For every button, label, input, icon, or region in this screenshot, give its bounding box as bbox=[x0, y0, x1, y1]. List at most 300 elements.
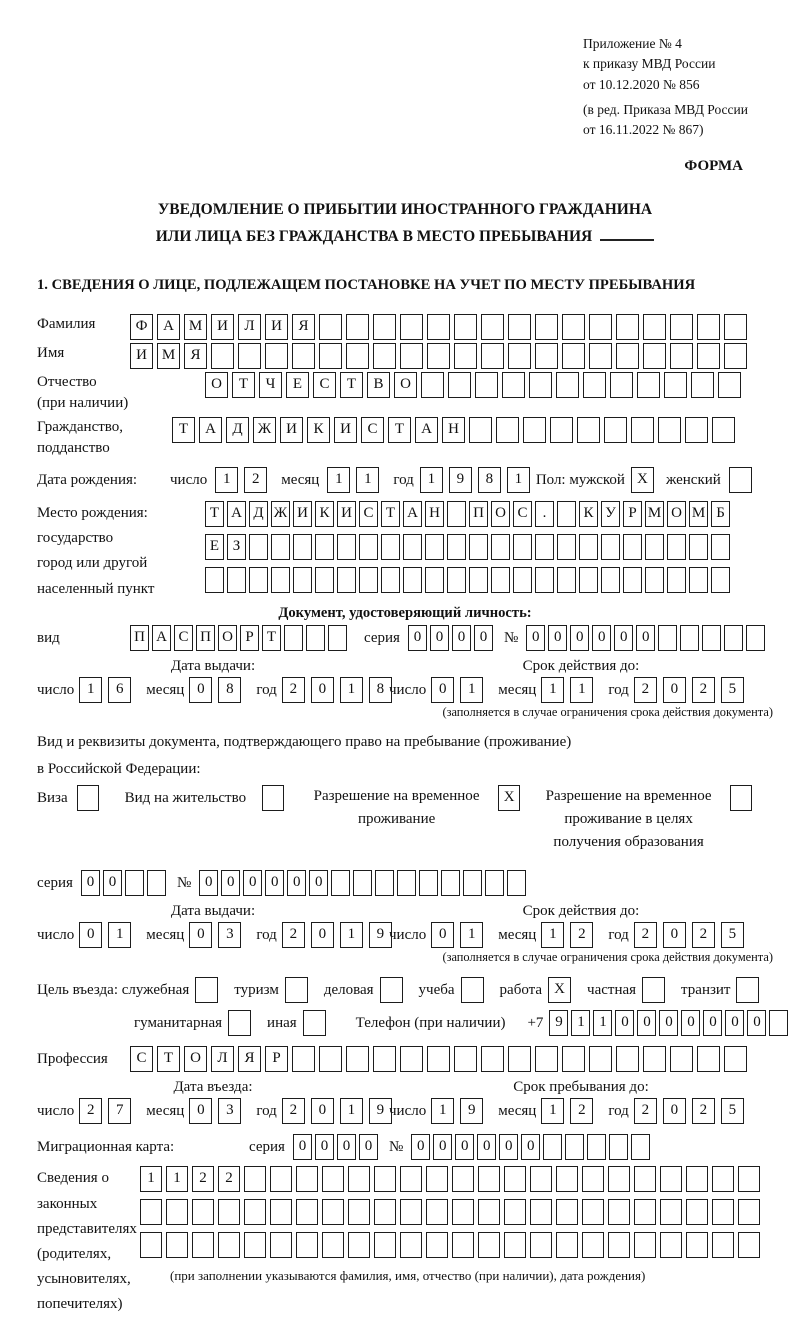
char-box[interactable] bbox=[447, 567, 466, 593]
char-box[interactable] bbox=[448, 372, 471, 398]
char-box[interactable] bbox=[359, 534, 378, 560]
char-box[interactable]: Р bbox=[240, 625, 259, 651]
char-box[interactable] bbox=[667, 534, 686, 560]
char-box[interactable] bbox=[583, 372, 606, 398]
char-box[interactable] bbox=[481, 1046, 504, 1072]
char-box[interactable] bbox=[589, 314, 612, 340]
char-box[interactable]: 0 bbox=[287, 870, 306, 896]
char-box[interactable] bbox=[691, 372, 714, 398]
char-box[interactable]: 0 bbox=[521, 1134, 540, 1160]
char-box[interactable] bbox=[724, 343, 747, 369]
char-box[interactable] bbox=[147, 870, 166, 896]
char-box[interactable]: Б bbox=[711, 501, 730, 527]
char-box[interactable]: 2 bbox=[692, 1098, 715, 1124]
char-box[interactable]: Е bbox=[286, 372, 309, 398]
char-box[interactable]: М bbox=[184, 314, 207, 340]
char-box[interactable] bbox=[292, 1046, 315, 1072]
char-box[interactable] bbox=[616, 1046, 639, 1072]
char-box[interactable] bbox=[293, 567, 312, 593]
char-box[interactable]: 8 bbox=[369, 677, 392, 703]
char-box[interactable] bbox=[686, 1232, 708, 1258]
char-box[interactable] bbox=[601, 567, 620, 593]
char-box[interactable]: 1 bbox=[507, 467, 530, 493]
char-box[interactable]: 0 bbox=[570, 625, 589, 651]
char-box[interactable] bbox=[192, 1232, 214, 1258]
char-box[interactable] bbox=[508, 343, 531, 369]
char-box[interactable] bbox=[608, 1199, 630, 1225]
char-box[interactable] bbox=[686, 1199, 708, 1225]
char-box[interactable] bbox=[643, 343, 666, 369]
char-box[interactable]: 2 bbox=[570, 922, 593, 948]
char-box[interactable] bbox=[381, 534, 400, 560]
char-box[interactable]: М bbox=[157, 343, 180, 369]
char-box[interactable] bbox=[686, 1166, 708, 1192]
char-box[interactable] bbox=[513, 567, 532, 593]
char-box[interactable] bbox=[375, 870, 394, 896]
char-box[interactable]: Р bbox=[623, 501, 642, 527]
char-box[interactable]: 0 bbox=[615, 1010, 634, 1036]
char-box[interactable]: 0 bbox=[79, 922, 102, 948]
char-box[interactable]: X bbox=[548, 977, 571, 1003]
char-box[interactable] bbox=[645, 534, 664, 560]
char-box[interactable]: С bbox=[130, 1046, 153, 1072]
char-box[interactable] bbox=[680, 625, 699, 651]
char-box[interactable] bbox=[579, 534, 598, 560]
char-box[interactable]: 1 bbox=[79, 677, 102, 703]
char-box[interactable]: 2 bbox=[79, 1098, 102, 1124]
char-box[interactable] bbox=[667, 567, 686, 593]
char-box[interactable]: А bbox=[157, 314, 180, 340]
char-box[interactable] bbox=[670, 314, 693, 340]
char-box[interactable] bbox=[400, 343, 423, 369]
char-box[interactable] bbox=[529, 372, 552, 398]
char-box[interactable] bbox=[504, 1166, 526, 1192]
char-box[interactable]: 0 bbox=[293, 1134, 312, 1160]
char-box[interactable] bbox=[697, 1046, 720, 1072]
char-box[interactable] bbox=[292, 343, 315, 369]
char-box[interactable] bbox=[425, 567, 444, 593]
char-box[interactable] bbox=[346, 343, 369, 369]
char-box[interactable] bbox=[623, 534, 642, 560]
char-box[interactable] bbox=[685, 417, 708, 443]
char-box[interactable] bbox=[346, 1046, 369, 1072]
char-box[interactable]: 1 bbox=[166, 1166, 188, 1192]
char-box[interactable] bbox=[604, 417, 627, 443]
char-box[interactable]: 0 bbox=[499, 1134, 518, 1160]
char-box[interactable]: 0 bbox=[725, 1010, 744, 1036]
char-box[interactable] bbox=[556, 1232, 578, 1258]
char-box[interactable] bbox=[481, 343, 504, 369]
char-box[interactable]: Н bbox=[442, 417, 465, 443]
char-box[interactable] bbox=[195, 977, 218, 1003]
char-box[interactable] bbox=[228, 1010, 251, 1036]
char-box[interactable] bbox=[609, 1134, 628, 1160]
char-box[interactable] bbox=[658, 625, 677, 651]
char-box[interactable] bbox=[475, 372, 498, 398]
char-box[interactable]: И bbox=[211, 314, 234, 340]
char-box[interactable]: 1 bbox=[420, 467, 443, 493]
char-box[interactable] bbox=[769, 1010, 788, 1036]
char-box[interactable] bbox=[238, 343, 261, 369]
char-box[interactable]: 9 bbox=[369, 922, 392, 948]
char-box[interactable] bbox=[589, 1046, 612, 1072]
char-box[interactable] bbox=[634, 1232, 656, 1258]
char-box[interactable]: 0 bbox=[663, 1098, 686, 1124]
char-box[interactable] bbox=[577, 417, 600, 443]
char-box[interactable]: 0 bbox=[431, 922, 454, 948]
char-box[interactable] bbox=[530, 1166, 552, 1192]
char-box[interactable] bbox=[738, 1166, 760, 1192]
char-box[interactable] bbox=[211, 343, 234, 369]
char-box[interactable] bbox=[736, 977, 759, 1003]
char-box[interactable]: 0 bbox=[81, 870, 100, 896]
char-box[interactable] bbox=[645, 567, 664, 593]
char-box[interactable]: 0 bbox=[408, 625, 427, 651]
char-box[interactable]: 0 bbox=[614, 625, 633, 651]
char-box[interactable]: 1 bbox=[340, 922, 363, 948]
char-box[interactable] bbox=[712, 417, 735, 443]
char-box[interactable]: Т bbox=[172, 417, 195, 443]
char-box[interactable]: Я bbox=[184, 343, 207, 369]
char-box[interactable] bbox=[454, 314, 477, 340]
char-box[interactable] bbox=[218, 1232, 240, 1258]
char-box[interactable] bbox=[400, 1166, 422, 1192]
char-box[interactable] bbox=[610, 372, 633, 398]
char-box[interactable] bbox=[631, 1134, 650, 1160]
char-box[interactable]: Т bbox=[340, 372, 363, 398]
char-box[interactable] bbox=[556, 1166, 578, 1192]
char-box[interactable] bbox=[481, 314, 504, 340]
char-box[interactable] bbox=[403, 567, 422, 593]
char-box[interactable]: И bbox=[337, 501, 356, 527]
char-box[interactable]: 0 bbox=[189, 922, 212, 948]
char-box[interactable] bbox=[426, 1199, 448, 1225]
char-box[interactable] bbox=[557, 501, 576, 527]
char-box[interactable] bbox=[452, 1166, 474, 1192]
char-box[interactable] bbox=[296, 1199, 318, 1225]
char-box[interactable] bbox=[427, 314, 450, 340]
char-box[interactable] bbox=[738, 1232, 760, 1258]
char-box[interactable] bbox=[166, 1199, 188, 1225]
char-box[interactable] bbox=[419, 870, 438, 896]
char-box[interactable]: 0 bbox=[663, 677, 686, 703]
char-box[interactable] bbox=[712, 1166, 734, 1192]
char-box[interactable] bbox=[582, 1166, 604, 1192]
char-box[interactable] bbox=[565, 1134, 584, 1160]
char-box[interactable] bbox=[249, 567, 268, 593]
char-box[interactable]: Е bbox=[205, 534, 224, 560]
char-box[interactable] bbox=[508, 314, 531, 340]
char-box[interactable]: А bbox=[415, 417, 438, 443]
char-box[interactable]: 1 bbox=[327, 467, 350, 493]
char-box[interactable] bbox=[140, 1232, 162, 1258]
char-box[interactable]: О bbox=[667, 501, 686, 527]
char-box[interactable] bbox=[670, 1046, 693, 1072]
char-box[interactable] bbox=[454, 1046, 477, 1072]
char-box[interactable]: 0 bbox=[189, 1098, 212, 1124]
char-box[interactable] bbox=[587, 1134, 606, 1160]
char-box[interactable] bbox=[306, 625, 325, 651]
char-box[interactable] bbox=[337, 534, 356, 560]
char-box[interactable]: 3 bbox=[218, 1098, 241, 1124]
char-box[interactable]: 1 bbox=[593, 1010, 612, 1036]
char-box[interactable]: Ч bbox=[259, 372, 282, 398]
char-box[interactable] bbox=[478, 1166, 500, 1192]
char-box[interactable] bbox=[724, 625, 743, 651]
char-box[interactable] bbox=[400, 1232, 422, 1258]
char-box[interactable] bbox=[373, 343, 396, 369]
char-box[interactable]: 0 bbox=[637, 1010, 656, 1036]
char-box[interactable] bbox=[166, 1232, 188, 1258]
char-box[interactable] bbox=[589, 343, 612, 369]
char-box[interactable] bbox=[463, 870, 482, 896]
char-box[interactable]: 1 bbox=[340, 677, 363, 703]
char-box[interactable] bbox=[582, 1199, 604, 1225]
char-box[interactable]: С bbox=[359, 501, 378, 527]
char-box[interactable]: 1 bbox=[215, 467, 238, 493]
char-box[interactable] bbox=[724, 1046, 747, 1072]
char-box[interactable] bbox=[697, 314, 720, 340]
char-box[interactable]: Д bbox=[249, 501, 268, 527]
char-box[interactable]: С bbox=[313, 372, 336, 398]
char-box[interactable]: 2 bbox=[282, 1098, 305, 1124]
char-box[interactable] bbox=[374, 1232, 396, 1258]
char-box[interactable] bbox=[244, 1166, 266, 1192]
char-box[interactable] bbox=[205, 567, 224, 593]
char-box[interactable] bbox=[374, 1199, 396, 1225]
char-box[interactable] bbox=[359, 567, 378, 593]
char-box[interactable] bbox=[403, 534, 422, 560]
char-box[interactable]: 6 bbox=[108, 677, 131, 703]
char-box[interactable]: 1 bbox=[140, 1166, 162, 1192]
char-box[interactable]: К bbox=[315, 501, 334, 527]
char-box[interactable] bbox=[562, 314, 585, 340]
char-box[interactable]: 0 bbox=[311, 677, 334, 703]
char-box[interactable] bbox=[556, 372, 579, 398]
char-box[interactable] bbox=[454, 343, 477, 369]
char-box[interactable] bbox=[530, 1232, 552, 1258]
char-box[interactable] bbox=[353, 870, 372, 896]
char-box[interactable] bbox=[348, 1232, 370, 1258]
char-box[interactable]: 1 bbox=[541, 677, 564, 703]
char-box[interactable]: 2 bbox=[192, 1166, 214, 1192]
char-box[interactable] bbox=[689, 567, 708, 593]
char-box[interactable] bbox=[643, 314, 666, 340]
char-box[interactable] bbox=[319, 1046, 342, 1072]
char-box[interactable]: . bbox=[535, 501, 554, 527]
char-box[interactable]: 9 bbox=[449, 467, 472, 493]
char-box[interactable] bbox=[218, 1199, 240, 1225]
char-box[interactable]: И bbox=[293, 501, 312, 527]
char-box[interactable] bbox=[478, 1199, 500, 1225]
char-box[interactable]: Т bbox=[205, 501, 224, 527]
char-box[interactable]: М bbox=[645, 501, 664, 527]
char-box[interactable]: И bbox=[334, 417, 357, 443]
char-box[interactable] bbox=[496, 417, 519, 443]
char-box[interactable] bbox=[508, 1046, 531, 1072]
char-box[interactable] bbox=[319, 343, 342, 369]
char-box[interactable] bbox=[485, 870, 504, 896]
char-box[interactable] bbox=[689, 534, 708, 560]
char-box[interactable] bbox=[535, 314, 558, 340]
char-box[interactable] bbox=[125, 870, 144, 896]
char-box[interactable] bbox=[557, 567, 576, 593]
char-box[interactable]: 5 bbox=[721, 922, 744, 948]
char-box[interactable]: 0 bbox=[315, 1134, 334, 1160]
char-box[interactable]: П bbox=[196, 625, 215, 651]
char-box[interactable]: 0 bbox=[337, 1134, 356, 1160]
char-box[interactable] bbox=[348, 1199, 370, 1225]
char-box[interactable] bbox=[660, 1199, 682, 1225]
char-box[interactable] bbox=[535, 567, 554, 593]
char-box[interactable]: 2 bbox=[692, 677, 715, 703]
char-box[interactable]: 2 bbox=[282, 677, 305, 703]
char-box[interactable]: 0 bbox=[452, 625, 471, 651]
char-box[interactable]: 0 bbox=[592, 625, 611, 651]
char-box[interactable]: 9 bbox=[549, 1010, 568, 1036]
char-box[interactable] bbox=[478, 1232, 500, 1258]
char-box[interactable] bbox=[315, 567, 334, 593]
char-box[interactable]: О bbox=[218, 625, 237, 651]
char-box[interactable]: К bbox=[579, 501, 598, 527]
char-box[interactable]: 1 bbox=[460, 677, 483, 703]
char-box[interactable]: 2 bbox=[218, 1166, 240, 1192]
char-box[interactable] bbox=[284, 625, 303, 651]
char-box[interactable] bbox=[579, 567, 598, 593]
char-box[interactable] bbox=[331, 870, 350, 896]
char-box[interactable]: Л bbox=[211, 1046, 234, 1072]
char-box[interactable] bbox=[729, 467, 752, 493]
char-box[interactable] bbox=[634, 1166, 656, 1192]
char-box[interactable] bbox=[426, 1166, 448, 1192]
char-box[interactable]: 0 bbox=[103, 870, 122, 896]
char-box[interactable] bbox=[461, 977, 484, 1003]
char-box[interactable]: 0 bbox=[430, 625, 449, 651]
char-box[interactable]: 2 bbox=[570, 1098, 593, 1124]
char-box[interactable]: 9 bbox=[369, 1098, 392, 1124]
char-box[interactable] bbox=[634, 1199, 656, 1225]
char-box[interactable] bbox=[348, 1166, 370, 1192]
char-box[interactable]: Н bbox=[425, 501, 444, 527]
char-box[interactable] bbox=[556, 1199, 578, 1225]
char-box[interactable]: 1 bbox=[356, 467, 379, 493]
char-box[interactable] bbox=[452, 1232, 474, 1258]
char-box[interactable] bbox=[562, 343, 585, 369]
char-box[interactable] bbox=[738, 1199, 760, 1225]
char-box[interactable]: И bbox=[265, 314, 288, 340]
char-box[interactable] bbox=[192, 1199, 214, 1225]
char-box[interactable]: З bbox=[227, 534, 246, 560]
char-box[interactable] bbox=[660, 1166, 682, 1192]
char-box[interactable] bbox=[711, 534, 730, 560]
char-box[interactable]: О bbox=[184, 1046, 207, 1072]
char-box[interactable]: 0 bbox=[663, 922, 686, 948]
char-box[interactable]: О bbox=[205, 372, 228, 398]
char-box[interactable] bbox=[322, 1232, 344, 1258]
char-box[interactable]: С bbox=[513, 501, 532, 527]
char-box[interactable]: 0 bbox=[189, 677, 212, 703]
char-box[interactable] bbox=[660, 1232, 682, 1258]
char-box[interactable]: 0 bbox=[199, 870, 218, 896]
char-box[interactable] bbox=[270, 1166, 292, 1192]
char-box[interactable] bbox=[601, 534, 620, 560]
char-box[interactable]: У bbox=[601, 501, 620, 527]
char-box[interactable]: 1 bbox=[541, 1098, 564, 1124]
char-box[interactable] bbox=[400, 1199, 422, 1225]
char-box[interactable] bbox=[270, 1232, 292, 1258]
char-box[interactable] bbox=[504, 1199, 526, 1225]
char-box[interactable] bbox=[319, 314, 342, 340]
char-box[interactable] bbox=[616, 343, 639, 369]
char-box[interactable]: 0 bbox=[703, 1010, 722, 1036]
char-box[interactable]: 0 bbox=[548, 625, 567, 651]
char-box[interactable]: 1 bbox=[460, 922, 483, 948]
char-box[interactable]: А bbox=[199, 417, 222, 443]
char-box[interactable] bbox=[535, 534, 554, 560]
char-box[interactable] bbox=[249, 534, 268, 560]
char-box[interactable] bbox=[491, 567, 510, 593]
char-box[interactable]: 0 bbox=[311, 922, 334, 948]
char-box[interactable]: 0 bbox=[311, 1098, 334, 1124]
char-box[interactable]: А bbox=[403, 501, 422, 527]
char-box[interactable] bbox=[582, 1232, 604, 1258]
char-box[interactable]: А bbox=[152, 625, 171, 651]
char-box[interactable] bbox=[730, 785, 752, 811]
char-box[interactable] bbox=[441, 870, 460, 896]
char-box[interactable]: Я bbox=[238, 1046, 261, 1072]
char-box[interactable] bbox=[469, 417, 492, 443]
char-box[interactable]: С bbox=[174, 625, 193, 651]
char-box[interactable] bbox=[271, 567, 290, 593]
char-box[interactable]: 2 bbox=[244, 467, 267, 493]
char-box[interactable]: Т bbox=[232, 372, 255, 398]
char-box[interactable] bbox=[244, 1199, 266, 1225]
char-box[interactable]: И bbox=[130, 343, 153, 369]
char-box[interactable]: Т bbox=[157, 1046, 180, 1072]
char-box[interactable]: 2 bbox=[282, 922, 305, 948]
char-box[interactable] bbox=[315, 534, 334, 560]
char-box[interactable]: 8 bbox=[478, 467, 501, 493]
char-box[interactable] bbox=[425, 534, 444, 560]
char-box[interactable] bbox=[427, 343, 450, 369]
char-box[interactable] bbox=[469, 534, 488, 560]
char-box[interactable]: 0 bbox=[243, 870, 262, 896]
char-box[interactable] bbox=[265, 343, 288, 369]
char-box[interactable] bbox=[491, 534, 510, 560]
char-box[interactable]: 3 bbox=[218, 922, 241, 948]
char-box[interactable] bbox=[535, 1046, 558, 1072]
char-box[interactable]: Л bbox=[238, 314, 261, 340]
char-box[interactable]: X bbox=[498, 785, 520, 811]
char-box[interactable]: М bbox=[689, 501, 708, 527]
char-box[interactable] bbox=[712, 1232, 734, 1258]
char-box[interactable]: 1 bbox=[541, 922, 564, 948]
char-box[interactable] bbox=[421, 372, 444, 398]
char-box[interactable]: 0 bbox=[309, 870, 328, 896]
char-box[interactable]: 0 bbox=[474, 625, 493, 651]
char-box[interactable]: Ж bbox=[271, 501, 290, 527]
char-box[interactable]: Т bbox=[381, 501, 400, 527]
char-box[interactable]: 0 bbox=[433, 1134, 452, 1160]
char-box[interactable]: 0 bbox=[221, 870, 240, 896]
char-box[interactable]: 1 bbox=[571, 1010, 590, 1036]
char-box[interactable] bbox=[271, 534, 290, 560]
char-box[interactable]: 2 bbox=[634, 677, 657, 703]
char-box[interactable] bbox=[608, 1232, 630, 1258]
char-box[interactable]: Т bbox=[388, 417, 411, 443]
char-box[interactable] bbox=[296, 1232, 318, 1258]
char-box[interactable] bbox=[293, 534, 312, 560]
